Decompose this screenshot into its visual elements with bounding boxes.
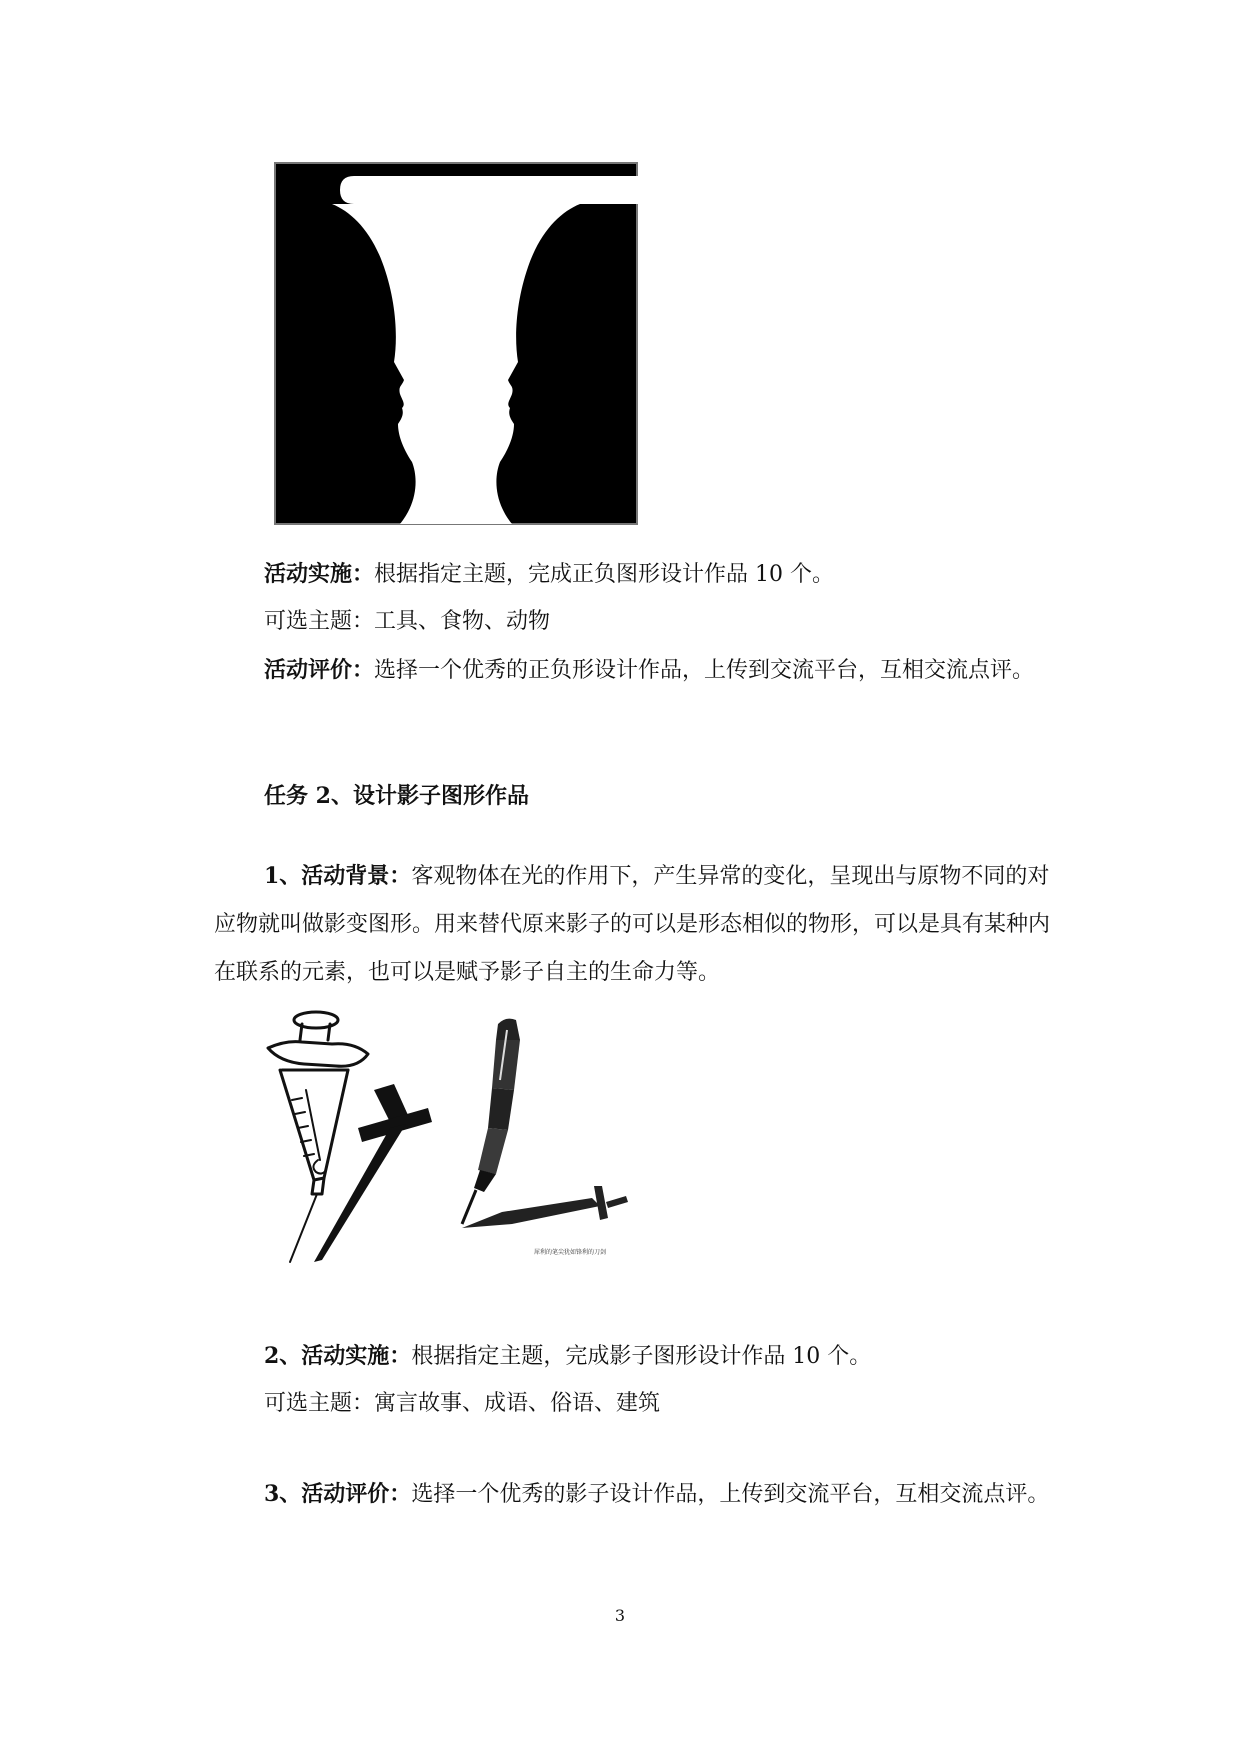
task2-heading: 任务 2、设计影子图形作品 <box>264 783 529 809</box>
shadow-graphics-figure <box>262 1010 672 1272</box>
task1-eval-text: 选择一个优秀的正负形设计作品，上传到交流平台，互相交流点评。 <box>374 658 1035 683</box>
task2-bg-label: 1、活动背景： <box>264 863 412 889</box>
task2-eval-label: 3、活动评价： <box>264 1481 412 1507</box>
shadow-figure-caption: 犀利的笔尖犹如锋利的刀剑 <box>534 1249 607 1256</box>
task1-eval-label: 活动评价： <box>264 657 375 683</box>
page-number: 3 <box>614 1606 626 1625</box>
task1-topics: 可选主题：工具、食物、动物 <box>264 609 551 634</box>
task2-implementation <box>214 1332 1054 1381</box>
task2-evaluation <box>214 1470 1054 1519</box>
syringe-illustration <box>268 1012 368 1262</box>
task1-impl-label: 活动实施： <box>264 561 375 587</box>
task2-bg-text: 客观物体在光的作用下，产生异常的变化，呈现出与原物不同的对应物就叫做影变图形。用来替代原来影子的可以是形态相似的物形，可以是具有某种内在联系的元素，也可以是赋予影子自主的生命力等。 <box>214 864 1051 985</box>
task2-topics: 可选主题：寓言故事、成语、俗语、建筑 <box>264 1391 661 1416</box>
task2-background <box>214 852 1054 997</box>
sword-shadow <box>462 1186 628 1228</box>
task1-impl-text: 根据指定主题，完成正负图形设计作品 10 个。 <box>374 562 834 587</box>
rubin-vase-figure <box>274 162 638 525</box>
pen-illustration <box>462 1019 520 1224</box>
task2-impl-text: 根据指定主题，完成影子图形设计作品 10 个。 <box>411 1344 872 1369</box>
task1-implementation <box>214 550 1054 599</box>
task2-impl-label: 2、活动实施： <box>264 1343 412 1369</box>
task1-evaluation <box>214 646 1054 695</box>
task2-eval-text: 选择一个优秀的影子设计作品，上传到交流平台，互相交流点评。 <box>411 1482 1050 1507</box>
